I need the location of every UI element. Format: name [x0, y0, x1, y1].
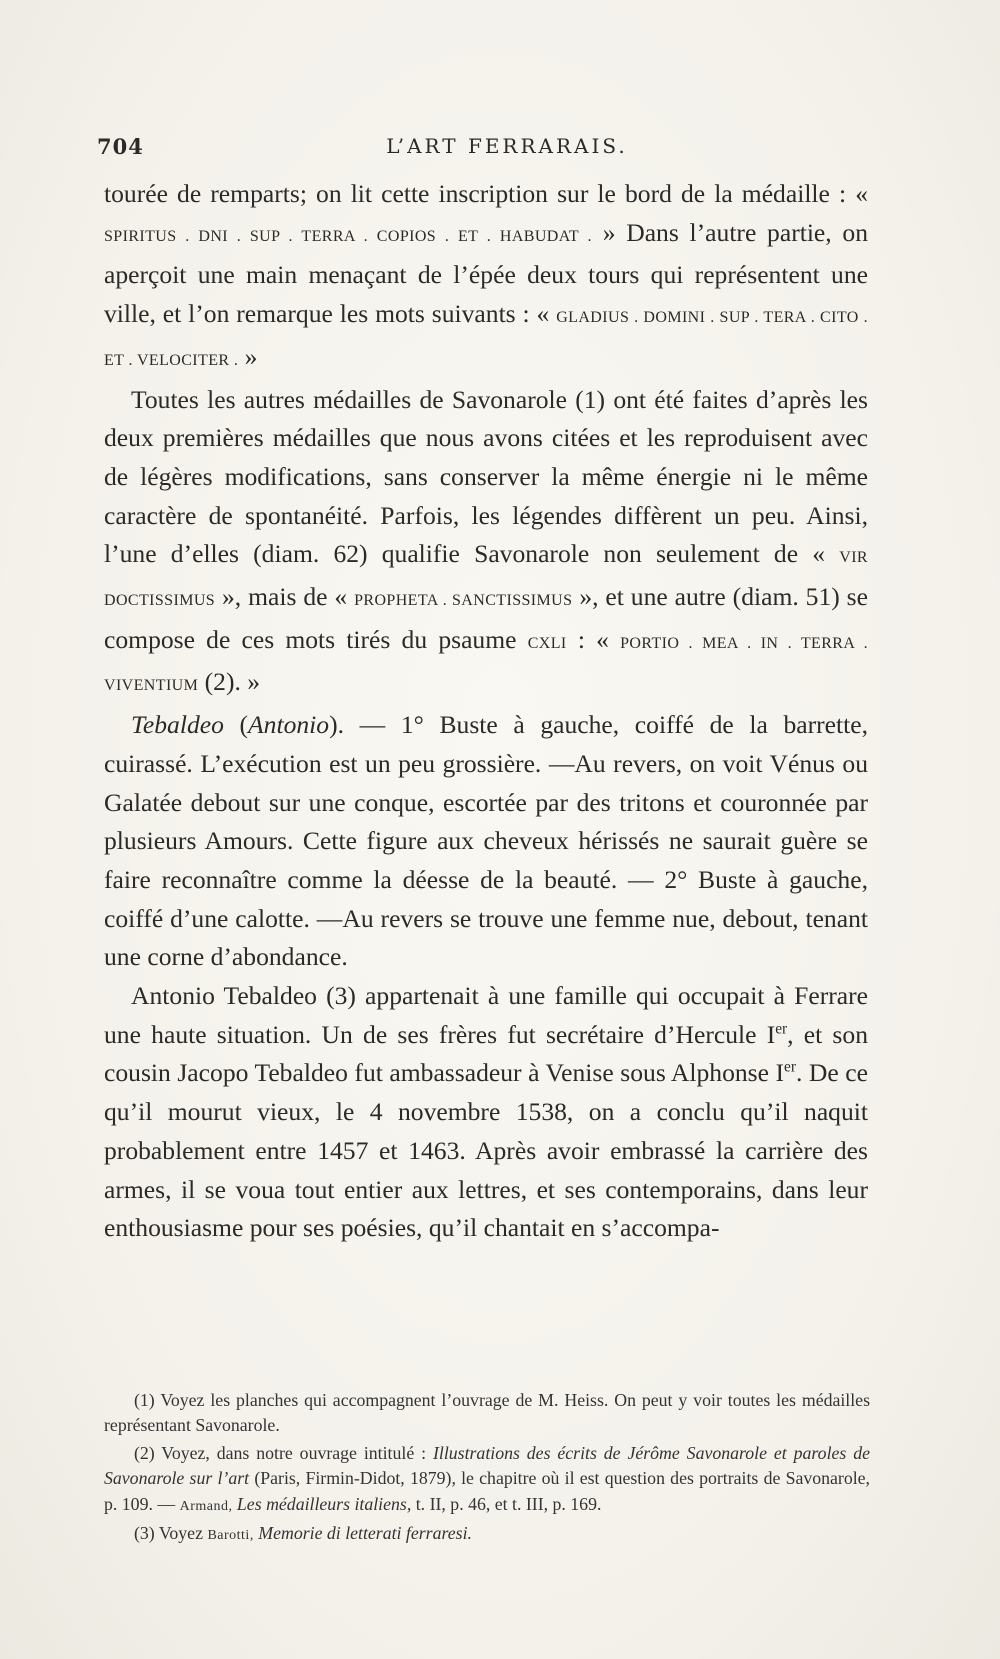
medal-inscription: PORTIO . MEA . IN . TERRA . VIVENTIUM — [104, 634, 868, 695]
psalm-number: CXLI — [527, 634, 567, 652]
medal-inscription: GLADIUS . DOMINI . SUP . TERA . CITO . ET . VELOCITER . — [104, 309, 868, 369]
entry-name: Tebaldeo — [131, 710, 224, 740]
page-number: 704 — [97, 134, 144, 159]
medal-inscription: PROPHETA . SANCTISSIMUS — [354, 592, 573, 610]
footnote-3: (3) Voyez Barotti, Memorie di letterati ferraresi. — [134, 1523, 472, 1544]
footnote-2: (2) Voyez, dans notre ouvrage intitulé : Illustrations des écrits de Jérôme Savonarole et paroles de Savonarole sur l’art (Paris, Firmin-Didot, 1879), le chapitre où il est question des portraits de Savonarole, p. 109. — Armand, Les médailleurs italiens, t. II, p. 46, et t. III, p. 169. — [104, 1442, 870, 1514]
footnotes — [104, 1388, 870, 1550]
paragraph-4: Antonio Tebaldeo (3) appartenait à une famille qui occupait à Ferrare une haute situation. Un de ses frères fut secrétaire d’Hercule Ier, et son cousin Jacopo Tebaldeo fut ambassadeur à Venise sous Alphonse Ier. De ce qu’il mourut vieux, le 4 novembre 1538, on a conclu qu’il naquit probablement entre 1457 et 1463. Après avoir embrassé la carrière des armes, il se voua tout entier aux lettres, et ses contemporains, dans leur enthousiasme pour ses poésies, qu’il chantait en s’accompa- — [104, 981, 868, 1243]
medal-inscription: VIR DOCTISSIMUS — [104, 549, 868, 610]
main-text — [104, 175, 868, 1248]
running-title: L’ART FERRARAIS. — [386, 134, 628, 158]
page-header — [97, 134, 917, 168]
paragraph-3: Tebaldeo (Antonio). — 1° Buste à gauche, coiffé de la barrette, cuirassé. L’exécution est un peu grossière. —Au revers, on voit Vénus ou Galatée debout sur une conque, escortée par des tritons et couronnée par plusieurs Amours. Cette figure aux cheveux hérissés ne saurait guère se faire reconnaître comme la déesse de la beauté. — 2° Buste à gauche, coiffé d’une calotte. —Au revers se trouve une femme nue, debout, tenant une corne d’abondance. — [104, 710, 868, 972]
medal-inscription: SPIRITUS . DNI . SUP . TERRA . COPIOS . ET . HABUDAT . — [104, 227, 592, 245]
paragraph-1: tourée de remparts; on lit cette inscription sur le bord de la médaille : « SPIRITUS . DNI . SUP . TERRA . COPIOS . ET . HABUDAT . » Dans l’autre partie, on aperçoit une main menaçant de l’épée deux tours qui représentent une ville, et l’on remarque les mots suivants : « GLADIUS . DOMINI . SUP . TERA . CITO . ET . VELOCITER . » — [104, 179, 869, 371]
footnote-1: (1) Voyez les planches qui accompagnent l’ouvrage de M. Heiss. On peut y voir toutes les médailles représentant Savonarole. — [104, 1390, 870, 1436]
paragraph-2: Toutes les autres médailles de Savonarole (1) ont été faites d’après les deux premières médailles que nous avons citées et les reproduisent avec de légères modifications, sans conserver la même énergie ni le même caractère de spontanéité. Parfois, les légendes diffèrent un peu. Ainsi, l’une d’elles (diam. 62) qualifie Savonarole non seulement de « VIR DOCTISSIMUS », mais de « PROPHETA . SANCTISSIMUS », et une autre (diam. 51) se compose de ces mots tirés du psaume CXLI : « PORTIO . MEA . IN . TERRA . VIVENTIUM (2). » — [104, 384, 868, 697]
entry-first-name: Antonio — [248, 710, 330, 740]
